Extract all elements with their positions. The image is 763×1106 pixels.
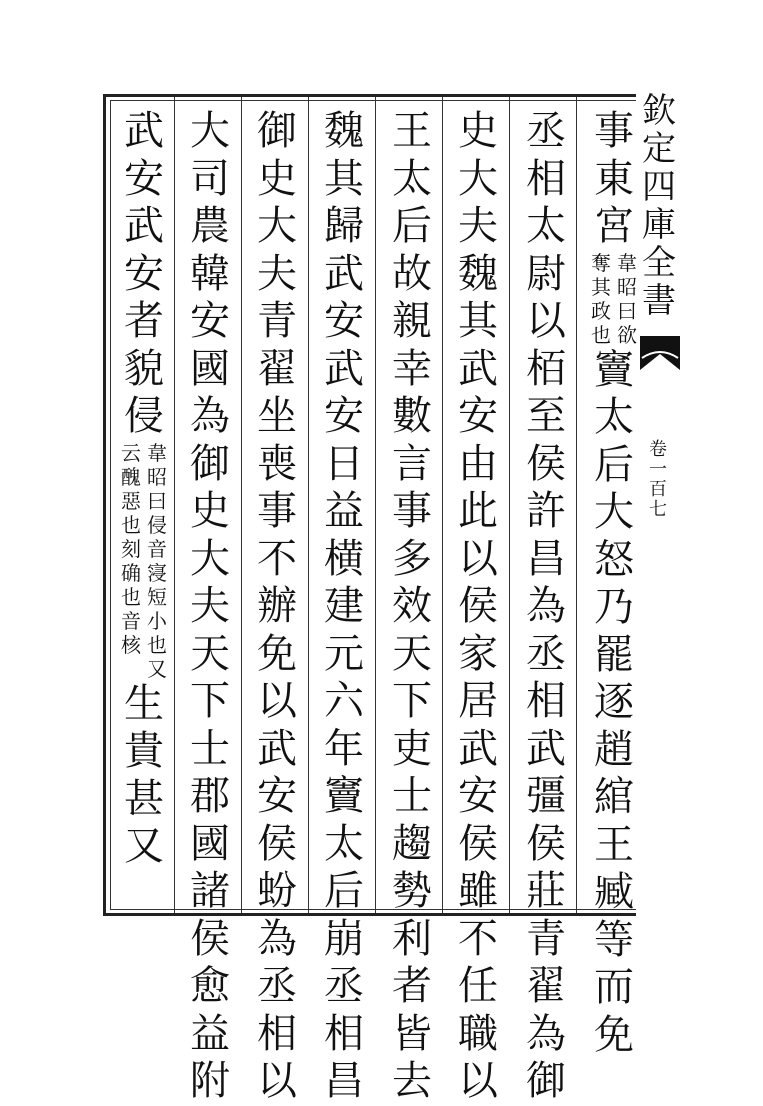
volume-label: [644, 440, 672, 520]
main-text-char: 建: [324, 583, 364, 629]
annotation-note: [588, 251, 640, 347]
main-text-char: 御: [526, 1058, 566, 1104]
annotation-char: 又: [147, 656, 167, 681]
main-text-char: 職: [458, 1010, 498, 1057]
annotation-char: 其: [591, 274, 611, 299]
main-text-char: 士: [190, 725, 230, 772]
main-text-char: 王: [594, 821, 634, 868]
main-text-char: 而: [594, 964, 634, 1010]
main-text-char: 大: [458, 155, 498, 202]
text-column: [452, 108, 504, 1106]
main-text-char: 喪: [257, 440, 297, 487]
main-text-char: 安: [458, 773, 498, 819]
main-text-char: 丞: [526, 630, 566, 677]
column-divider: [241, 97, 242, 913]
column-divider: [375, 97, 376, 913]
main-text-char: 武: [124, 108, 164, 154]
main-text-char: 夫: [257, 250, 297, 297]
main-text-char: 為: [190, 393, 230, 439]
main-text-char: 數: [392, 393, 432, 439]
annotation-char: 奪: [591, 250, 611, 275]
main-text-char: 相: [324, 1010, 364, 1057]
main-text-char: 去: [392, 1058, 432, 1104]
main-text-char: 武: [257, 725, 297, 772]
main-text-char: 莊: [526, 868, 566, 914]
annotation-char: 音: [147, 536, 167, 561]
main-text-char: 士: [392, 773, 432, 819]
main-text-char: 臧: [594, 869, 634, 915]
main-text-char: 青: [257, 298, 297, 344]
main-text-char: 武: [324, 345, 364, 392]
main-text-char: 御: [190, 440, 230, 487]
main-text-char: 丞: [257, 963, 297, 1009]
text-column: [520, 108, 572, 1106]
main-text-char: 事: [392, 488, 432, 534]
main-text-char: 夫: [190, 583, 230, 629]
main-text-char: 歸: [324, 203, 364, 249]
main-text-char: 大: [190, 535, 230, 582]
annotation-char: 小: [147, 608, 167, 633]
volume-label-char: 卷: [649, 439, 667, 460]
main-text-char: 貌: [124, 345, 164, 392]
main-text-char: 居: [458, 678, 498, 724]
main-text-char: 侯: [458, 583, 498, 629]
main-text-char: 安: [324, 393, 364, 439]
text-column: [386, 108, 438, 1106]
annotation-char: 也: [121, 584, 141, 609]
column-divider: [308, 97, 309, 913]
main-text-char: 竇: [324, 773, 364, 819]
main-text-char: 侯: [257, 820, 297, 867]
main-text-char: 故: [392, 250, 432, 297]
main-text-char: 御: [257, 108, 297, 154]
main-text-char: 親: [392, 298, 432, 344]
main-text-char: 横: [324, 535, 364, 582]
main-text-char: 大: [257, 203, 297, 249]
main-text-char: 宮: [594, 203, 634, 249]
main-text-char: 崩: [324, 915, 364, 962]
main-text-char: 尉: [526, 250, 566, 297]
main-text-char: 趙: [594, 726, 634, 773]
main-text-char: 安: [124, 155, 164, 202]
column-divider: [576, 97, 577, 913]
title-char: 四: [642, 167, 676, 207]
volume-label-char: 百: [649, 479, 667, 500]
annotation-char: 音: [121, 608, 141, 633]
title-char: 欽: [642, 91, 676, 131]
main-text-char: 侯: [458, 820, 498, 867]
main-text-char: 其: [458, 298, 498, 344]
main-text-char: 安: [458, 393, 498, 439]
main-text-char: 年: [324, 725, 364, 772]
main-text-char: 家: [458, 630, 498, 677]
title-char: 書: [642, 281, 676, 321]
main-text-char: 生: [124, 680, 164, 727]
annotation-char: 曰: [617, 298, 637, 323]
annotation-line: [615, 251, 639, 347]
main-text-char: 日: [324, 440, 364, 487]
column-divider: [174, 97, 175, 913]
annotation-note: [118, 441, 170, 681]
main-text-char: 以: [526, 298, 566, 344]
annotation-line: [145, 441, 169, 681]
main-text-char: 侯: [526, 440, 566, 487]
main-text-char: 乃: [594, 584, 634, 630]
main-text-char: 武: [124, 203, 164, 249]
fish-tail-mark-icon: [640, 336, 680, 370]
main-text-char: 以: [257, 1058, 297, 1104]
main-text-char: 太: [324, 820, 364, 867]
main-text-char: 栢: [526, 345, 566, 392]
main-text-char: 王: [392, 108, 432, 154]
main-text-char: 竇: [594, 346, 634, 393]
annotation-char: 也: [591, 322, 611, 347]
main-text-char: 相: [526, 155, 566, 202]
main-text-char: 益: [190, 1010, 230, 1057]
main-text-char: 青: [526, 915, 566, 962]
main-text-char: 郡: [190, 773, 230, 819]
main-text-char: 史: [458, 108, 498, 154]
main-text-char: 其: [324, 155, 364, 202]
main-text-char: 天: [392, 630, 432, 677]
volume-label-char: 一: [649, 459, 667, 480]
main-text-char: 坐: [257, 393, 297, 439]
main-text-char: 大: [594, 489, 634, 535]
text-column: [588, 108, 640, 1059]
main-text-char: 附: [190, 1058, 230, 1104]
annotation-char: 寖: [147, 560, 167, 585]
main-text-char: 逐: [594, 679, 634, 725]
main-text-char: 丞: [526, 108, 566, 154]
main-text-char: 以: [458, 1058, 498, 1104]
main-text-char: 不: [458, 915, 498, 962]
main-text-char: 免: [257, 630, 297, 677]
main-text-char: 武: [458, 345, 498, 392]
main-text-char: 利: [392, 915, 432, 962]
annotation-char: 曰: [147, 488, 167, 513]
annotation-line: [589, 251, 613, 347]
annotation-char: 也: [121, 512, 141, 537]
main-text-char: 后: [594, 441, 634, 488]
main-text-char: 安: [124, 250, 164, 297]
title-char: 全: [642, 243, 676, 283]
annotation-char: 云: [121, 440, 141, 465]
main-text-char: 國: [190, 345, 230, 392]
main-text-char: 天: [190, 630, 230, 677]
book-title: [638, 92, 680, 332]
main-text-char: 為: [257, 915, 297, 962]
annotation-char: 昭: [147, 464, 167, 489]
text-column: [184, 108, 236, 1106]
annotation-char: 确: [121, 560, 141, 585]
main-text-char: 司: [190, 155, 230, 202]
main-text-char: 安: [324, 298, 364, 344]
main-text-char: 雖: [458, 868, 498, 914]
main-text-char: 太: [392, 155, 432, 202]
annotation-char: 短: [147, 584, 167, 609]
main-text-char: 免: [594, 1011, 634, 1058]
main-text-char: 效: [392, 583, 432, 629]
text-column: [251, 108, 303, 1106]
title-char: 庫: [642, 205, 676, 245]
main-text-char: 武: [324, 250, 364, 297]
main-text-char: 怒: [594, 536, 634, 583]
main-text-char: 勢: [392, 868, 432, 914]
annotation-char: 侵: [147, 512, 167, 537]
text-column: [318, 108, 370, 1106]
main-text-char: 武: [458, 725, 498, 772]
annotation-char: 韋: [617, 250, 637, 275]
main-text-char: 以: [458, 535, 498, 582]
column-divider: [509, 97, 510, 913]
main-text-char: 翟: [526, 963, 566, 1009]
main-text-char: 皆: [392, 1010, 432, 1057]
main-text-char: 魏: [458, 250, 498, 297]
main-text-char: 昌: [324, 1058, 364, 1104]
main-text-char: 許: [526, 488, 566, 534]
main-text-char: 益: [324, 488, 364, 534]
main-text-char: 侯: [190, 915, 230, 962]
main-text-char: 丞: [324, 963, 364, 1009]
main-text-char: 甚: [124, 775, 164, 822]
main-text-char: 東: [594, 155, 634, 202]
main-text-char: 此: [458, 488, 498, 534]
main-text-char: 者: [124, 298, 164, 344]
main-text-char: 事: [257, 488, 297, 534]
main-text-char: 不: [257, 535, 297, 582]
main-text-char: 又: [124, 823, 164, 869]
main-text-char: 昌: [526, 535, 566, 582]
annotation-char: 也: [147, 632, 167, 657]
main-text-char: 下: [392, 678, 432, 724]
annotation-char: 核: [121, 632, 141, 657]
main-text-char: 以: [257, 678, 297, 724]
main-text-char: 相: [257, 1010, 297, 1057]
main-text-char: 辦: [257, 583, 297, 629]
main-text-char: 任: [458, 963, 498, 1009]
annotation-char: 刻: [121, 536, 141, 561]
main-text-char: 后: [324, 868, 364, 914]
main-text-char: 趨: [392, 820, 432, 867]
text-column: [118, 108, 170, 871]
main-text-char: 事: [594, 108, 634, 154]
main-text-char: 國: [190, 820, 230, 867]
main-text-char: 侵: [124, 393, 164, 439]
main-text-char: 由: [458, 440, 498, 487]
main-text-char: 多: [392, 535, 432, 582]
main-text-char: 罷: [594, 631, 634, 678]
main-text-char: 諸: [190, 868, 230, 914]
main-text-char: 安: [190, 298, 230, 344]
main-text-char: 六: [324, 678, 364, 724]
main-text-char: 翟: [257, 345, 297, 392]
main-text-char: 太: [526, 203, 566, 249]
main-text-char: 彊: [526, 773, 566, 819]
main-text-char: 言: [392, 440, 432, 487]
annotation-char: 政: [591, 298, 611, 323]
annotation-char: 惡: [121, 488, 141, 513]
main-text-char: 元: [324, 630, 364, 677]
volume-label-char: 七: [649, 499, 667, 520]
annotation-char: 欲: [617, 322, 637, 347]
main-text-char: 為: [526, 1010, 566, 1057]
main-text-char: 吏: [392, 725, 432, 772]
annotation-char: 昭: [617, 274, 637, 299]
main-text-char: 史: [190, 488, 230, 534]
main-text-char: 為: [526, 583, 566, 629]
main-text-char: 安: [257, 773, 297, 819]
annotation-line: [119, 441, 143, 681]
main-text-char: 下: [190, 678, 230, 724]
main-text-char: 蚡: [257, 868, 297, 914]
main-text-char: 史: [257, 155, 297, 202]
main-text-char: 者: [392, 963, 432, 1009]
main-text-char: 綰: [594, 774, 634, 820]
annotation-char: 韋: [147, 440, 167, 465]
column-divider: [442, 97, 443, 913]
main-text-char: 愈: [190, 963, 230, 1009]
main-text-char: 貴: [124, 728, 164, 774]
main-text-char: 魏: [324, 108, 364, 154]
main-text-char: 韓: [190, 250, 230, 297]
main-text-char: 武: [526, 725, 566, 772]
main-text-char: 后: [392, 203, 432, 249]
main-text-char: 相: [526, 678, 566, 724]
main-text-char: 大: [190, 108, 230, 154]
main-text-char: 太: [594, 394, 634, 440]
main-text-char: 至: [526, 393, 566, 439]
main-text-char: 幸: [392, 345, 432, 392]
main-text-char: 農: [190, 203, 230, 249]
main-text-char: 夫: [458, 203, 498, 249]
annotation-char: 醜: [121, 464, 141, 489]
title-char: 定: [642, 129, 676, 169]
main-text-char: 等: [594, 916, 634, 963]
main-text-char: 侯: [526, 820, 566, 867]
